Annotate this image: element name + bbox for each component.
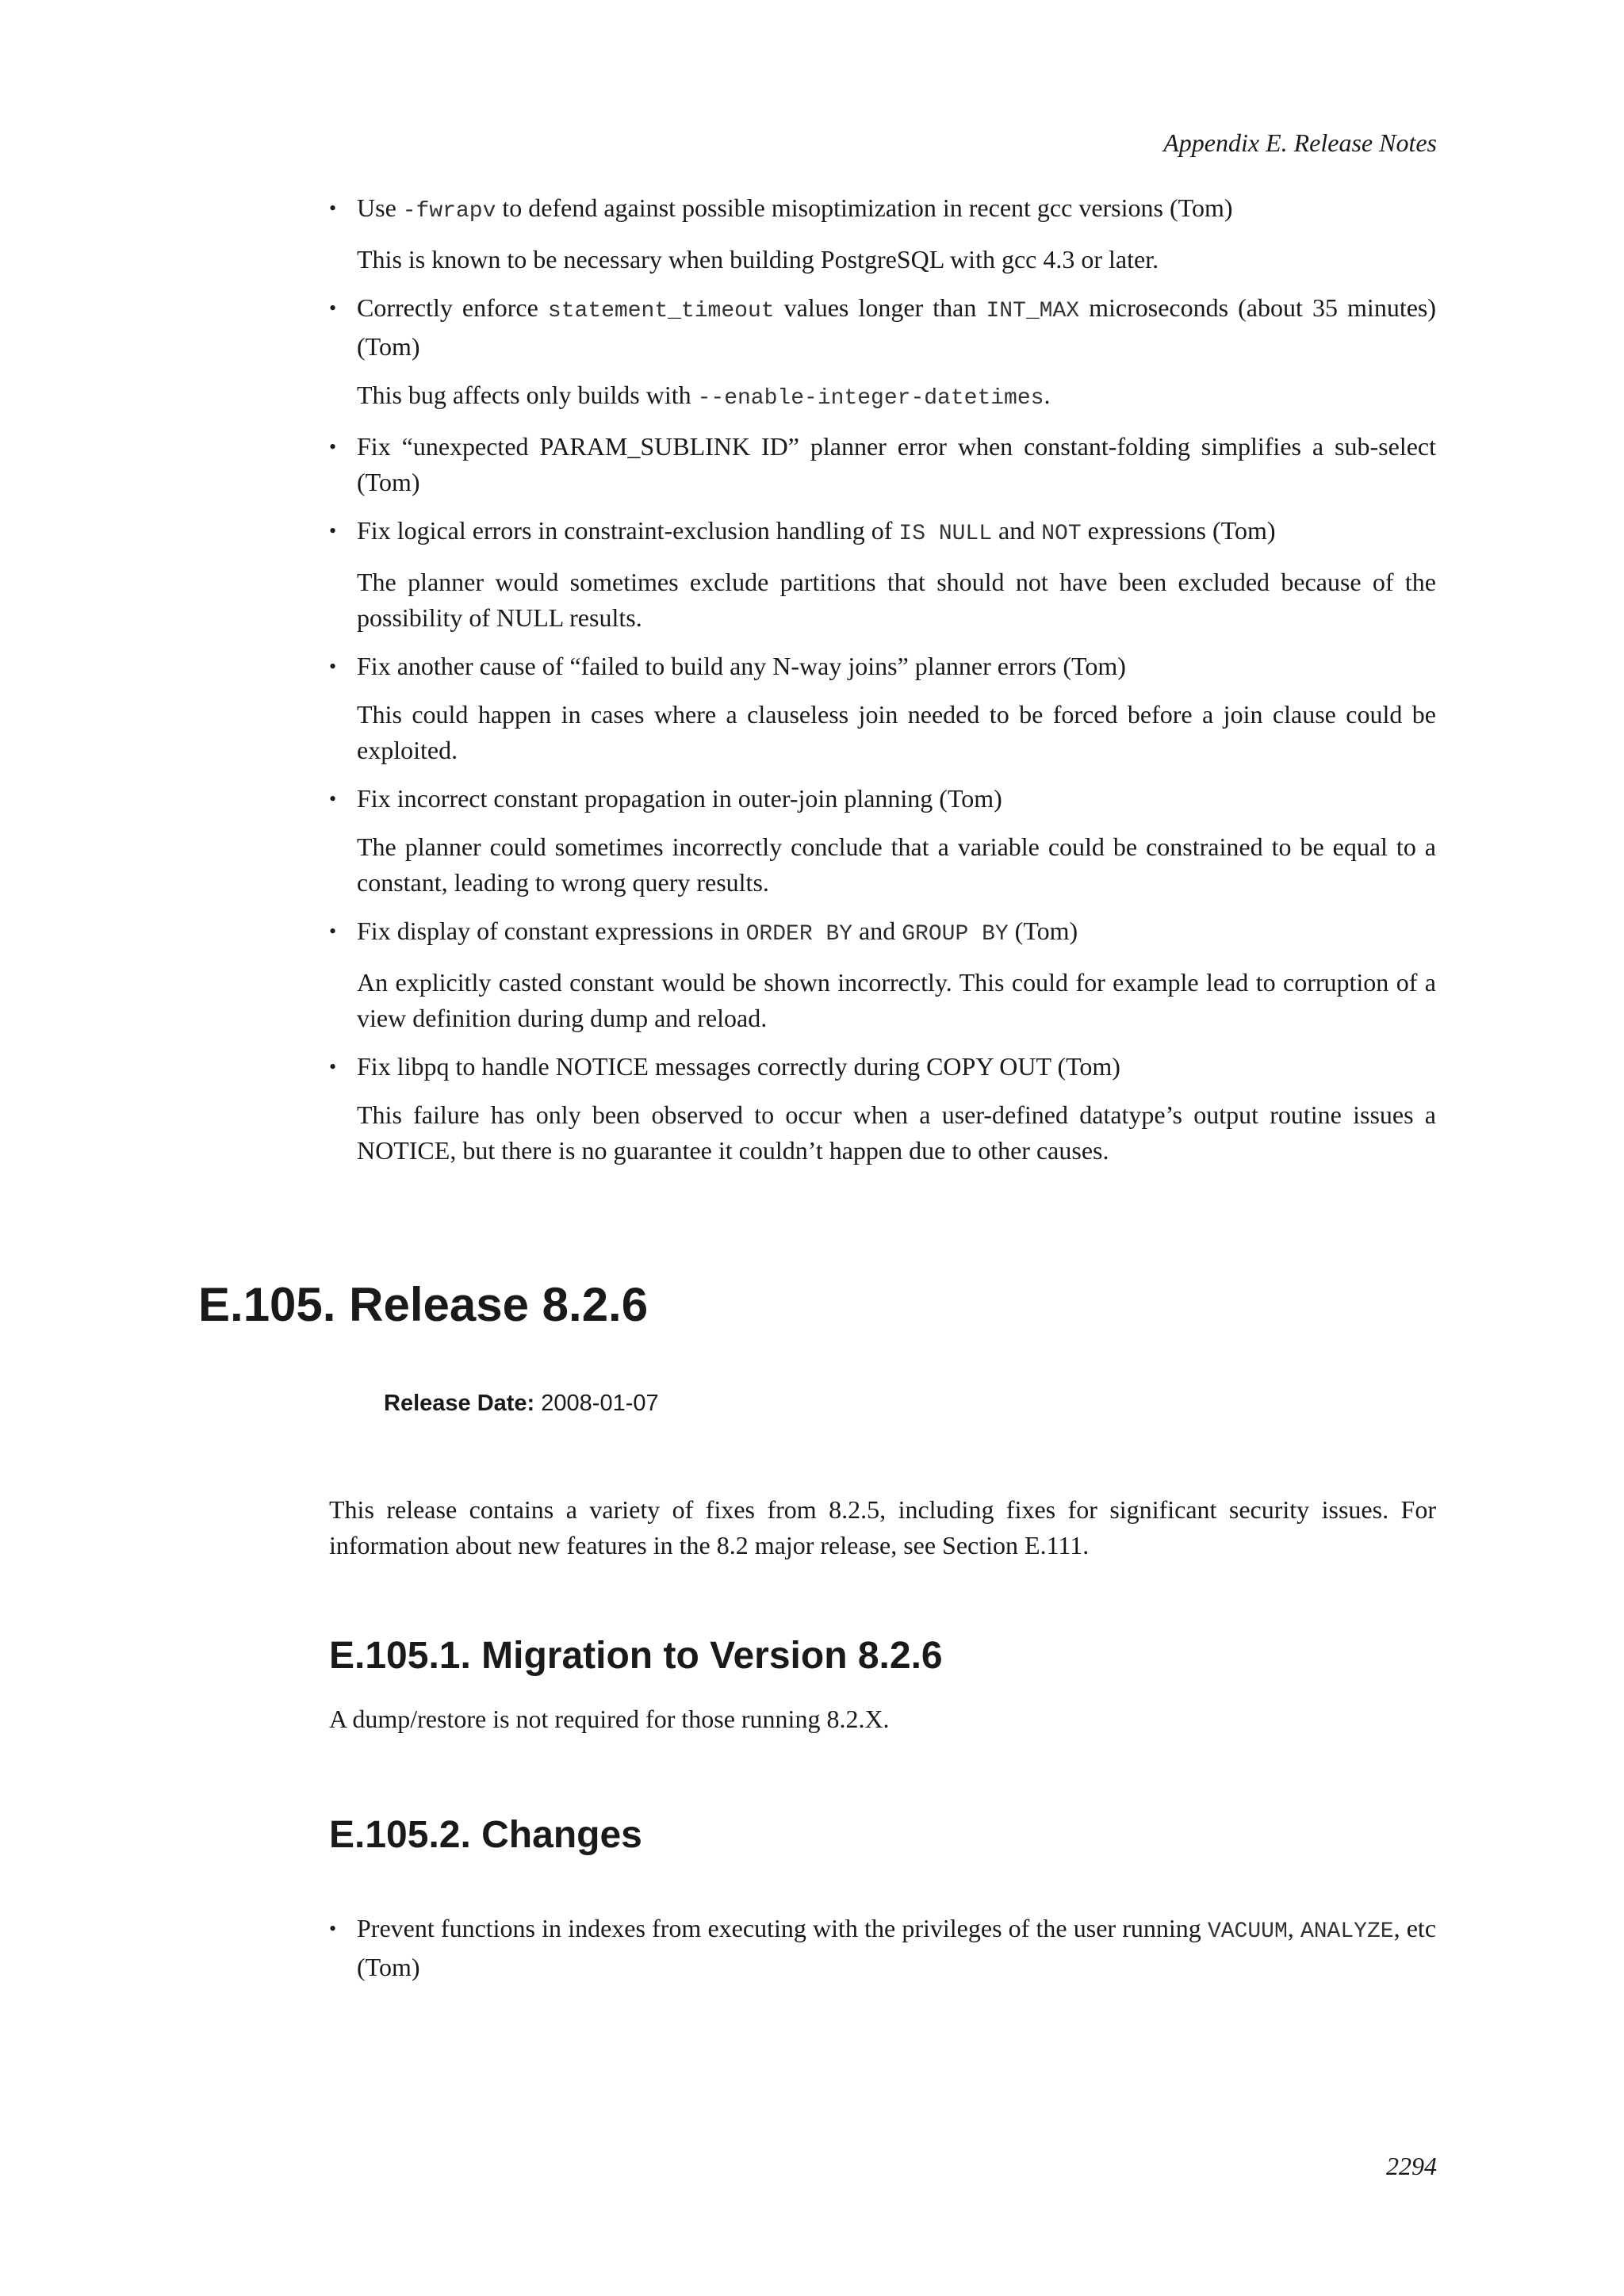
page-number: 2294: [1386, 2152, 1437, 2180]
release-date-value: 2008-01-07: [534, 1391, 659, 1416]
code-literal: ANALYZE: [1300, 1919, 1394, 1944]
list-item: [329, 513, 1436, 636]
migration-heading: E.105.1. Migration to Version 8.2.6: [329, 1635, 943, 1677]
list-item: [329, 190, 1436, 277]
bullet: •: [329, 297, 337, 320]
item-text: Fix display of constant expressions in ORDER BY and GROUP BY (Tom): [357, 916, 1078, 947]
release-notes-list: [329, 190, 1436, 1181]
code-literal: NOT: [1041, 522, 1082, 546]
item-detail: The planner would sometimes exclude partitions that should not have been excluded because of the possibility of NULL results.: [357, 568, 1436, 632]
release-date: [384, 1387, 659, 1419]
item-text: Prevent functions in indexes from executing with the privileges of the user running VACUUM, ANALYZE, etc (Tom): [357, 1914, 1437, 1981]
item-detail: This is known to be necessary when building PostgreSQL with gcc 4.3 or later.: [357, 245, 1159, 274]
bullet: •: [329, 435, 337, 458]
code-literal: IS NULL: [898, 522, 993, 546]
code-literal: GROUP BY: [902, 922, 1009, 947]
bullet: •: [329, 1055, 337, 1078]
item-text: Use -fwrapv to defend against possible misoptimization in recent gcc versions (Tom): [357, 193, 1233, 224]
list-item: [329, 781, 1436, 901]
code-literal: statement_timeout: [547, 299, 775, 323]
code-literal: -fwrapv: [402, 199, 496, 224]
list-item: [329, 290, 1436, 416]
bullet: •: [329, 197, 337, 220]
item-text: Fix libpq to handle NOTICE messages correctly during COPY OUT (Tom): [357, 1052, 1120, 1081]
code-literal: INT_MAX: [986, 299, 1080, 323]
item-text: Fix logical errors in constraint-exclusion handling of IS NULL and NOT expressions (Tom): [357, 516, 1276, 546]
code-literal: --enable-integer-datetimes: [697, 386, 1044, 411]
code-literal: ORDER BY: [745, 922, 853, 947]
section-intro: This release contains a variety of fixes from 8.2.5, including fixes for significant security issues. For information about new features in the 8.2 major release, see Section E.111.: [329, 1495, 1436, 1559]
item-text: Fix another cause of “failed to build any N-way joins” planner errors (Tom): [357, 652, 1126, 680]
list-item: [329, 913, 1436, 1036]
item-text: Correctly enforce statement_timeout values longer than INT_MAX microseconds (about 35 minutes) (Tom): [357, 293, 1437, 361]
bullet: •: [329, 787, 337, 810]
bullet: •: [329, 519, 337, 542]
bullet: •: [329, 920, 337, 943]
item-detail: The planner could sometimes incorrectly conclude that a variable could be constrained to be equal to a constant, leading to wrong query results.: [357, 832, 1436, 897]
changes-list: [329, 1911, 1436, 1998]
item-detail: This bug affects only builds with --enable-integer-datetimes.: [357, 381, 1051, 411]
list-item: [329, 1911, 1436, 1985]
migration-text: A dump/restore is not required for those running 8.2.X.: [329, 1705, 890, 1733]
code-literal: VACUUM: [1207, 1919, 1288, 1944]
list-item: [329, 1049, 1436, 1169]
list-item: [329, 649, 1436, 768]
release-date-label: Release Date:: [384, 1391, 535, 1416]
list-item: [329, 429, 1436, 500]
bullet: •: [329, 1917, 337, 1940]
item-text: Fix incorrect constant propagation in outer-join planning (Tom): [357, 784, 1002, 813]
item-text: Fix “unexpected PARAM_SUBLINK ID” planner error when constant-folding simplifies a sub-select (Tom): [357, 432, 1436, 496]
changes-heading: E.105.2. Changes: [329, 1814, 642, 1856]
item-detail: An explicitly casted constant would be shown incorrectly. This could for example lead to corruption of a view definition during dump and reload.: [357, 968, 1436, 1032]
bullet: •: [329, 655, 337, 678]
section-title: E.105. Release 8.2.6: [198, 1278, 649, 1331]
item-detail: This could happen in cases where a clauseless join needed to be forced before a join clause could be exploited.: [357, 700, 1436, 764]
running-header: Appendix E. Release Notes: [1163, 128, 1437, 157]
item-detail: This failure has only been observed to occur when a user-defined datatype’s output routine issues a NOTICE, but there is no guarantee it couldn’t happen due to other causes.: [357, 1100, 1436, 1165]
